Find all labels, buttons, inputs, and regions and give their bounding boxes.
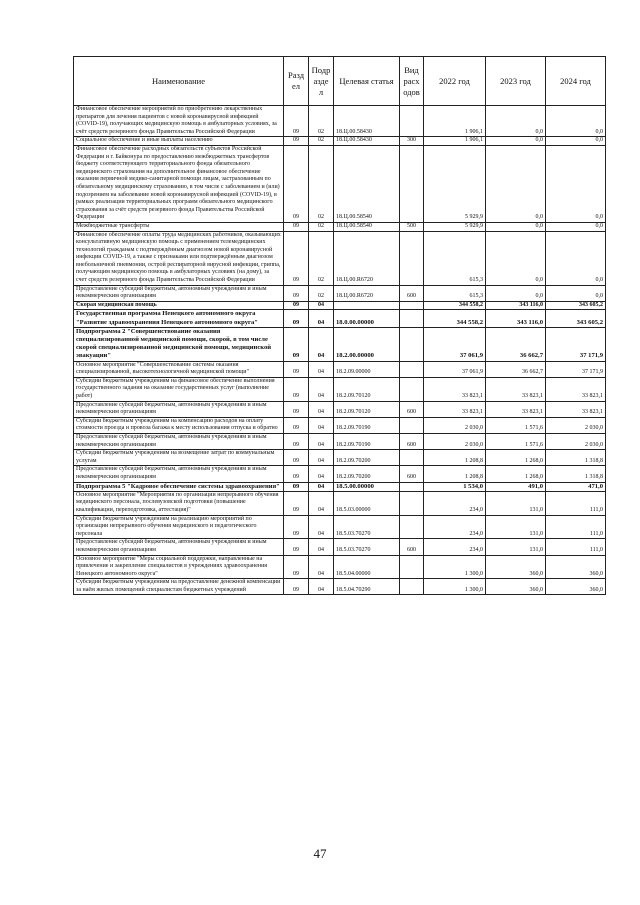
header-razdel: Разд ел (284, 57, 309, 106)
table-row (74, 482, 606, 491)
row-amount-2023: 36 662,7 (486, 361, 546, 377)
row-amount-2024: 360,0 (546, 555, 606, 579)
row-target-article: 18.2.09.70200 (334, 466, 400, 482)
row-amount-2022: 1 906,1 (424, 106, 486, 137)
row-amount-2022: 1 534,0 (424, 482, 486, 491)
row-amount-2022: 33 823,1 (424, 401, 486, 417)
row-name: Финансовое обеспечение мероприятий по приобретению лекарственных препаратов для лечения пациентов с новой коронавирусной инфекцией (COVID-19), получающих медицинскую помощь в амбулаторных условиях, за счёт средств резервного фонда Правительства Российской Федерации (74, 106, 284, 137)
row-amount-2022: 1 208,8 (424, 450, 486, 466)
row-amount-2024: 360,0 (546, 579, 606, 595)
row-target-article: 18.2.09.70190 (334, 417, 400, 433)
row-name: Подпрограмма 2 "Совершенствование оказания специализированной медицинской помощи, скорой, в том числе скорой специализированной медицинской помощи, медицинской эвакуации" (74, 327, 284, 361)
row-amount-2022: 234,0 (424, 491, 486, 515)
row-name: Предоставление субсидий бюджетным, автономным учреждениям и иным некоммерческим организациям (74, 285, 284, 301)
row-amount-2024: 0,0 (546, 285, 606, 301)
row-expense-type (400, 310, 424, 327)
row-razdel: 09 (284, 401, 309, 417)
row-expense-type (400, 555, 424, 579)
row-podrazdel: 04 (309, 555, 334, 579)
row-podrazdel: 02 (309, 106, 334, 137)
row-amount-2023: 0,0 (486, 137, 546, 146)
row-name: Государственная программа Ненецкого автономного округа "Развитие здравоохранения Ненецкого автономного округа" (74, 310, 284, 327)
table-row (74, 231, 606, 285)
header-year-2022: 2022 год (424, 57, 486, 106)
row-razdel: 09 (284, 301, 309, 310)
row-name: Основное мероприятие "Совершенствование системы оказания специализированной, высокотехнологичной медицинской помощи" (74, 361, 284, 377)
table-row (74, 491, 606, 515)
row-name: Основное мероприятие "Мероприятия по организации непрерывного обучения медицинского персонала, послевузовской подготовки (повышение квалификации, переподготовка, аттестация)" (74, 491, 284, 515)
table-row (74, 515, 606, 539)
row-amount-2022: 37 061,9 (424, 327, 486, 361)
row-razdel: 09 (284, 482, 309, 491)
row-expense-type (400, 417, 424, 433)
row-podrazdel: 02 (309, 231, 334, 285)
row-expense-type: 600 (400, 401, 424, 417)
row-target-article: 18.5.03.70270 (334, 539, 400, 555)
header-name: Наименование (74, 57, 284, 106)
row-razdel: 09 (284, 579, 309, 595)
row-amount-2024: 0,0 (546, 137, 606, 146)
row-expense-type (400, 450, 424, 466)
row-name: Предоставление субсидий бюджетным, автономным учреждениям и иным некоммерческим организациям (74, 434, 284, 450)
row-amount-2023: 0,0 (486, 145, 546, 222)
row-target-article: 18.Ц.00.58430 (334, 106, 400, 137)
row-podrazdel: 02 (309, 285, 334, 301)
row-expense-type (400, 145, 424, 222)
table-row (74, 137, 606, 146)
row-target-article: 18.Ц.00.R6720 (334, 231, 400, 285)
row-amount-2024: 2 030,0 (546, 417, 606, 433)
row-target-article: 18.Ц.00.58540 (334, 145, 400, 222)
row-amount-2022: 344 558,2 (424, 310, 486, 327)
row-amount-2023: 360,0 (486, 555, 546, 579)
row-amount-2024: 0,0 (546, 106, 606, 137)
row-razdel: 09 (284, 491, 309, 515)
table-row (74, 222, 606, 231)
row-expense-type (400, 515, 424, 539)
table-row (74, 579, 606, 595)
row-razdel: 09 (284, 417, 309, 433)
row-podrazdel: 04 (309, 417, 334, 433)
row-name: Межбюджетные трансферты (74, 222, 284, 231)
row-amount-2023: 0,0 (486, 285, 546, 301)
row-podrazdel: 04 (309, 377, 334, 401)
row-amount-2022: 5 929,9 (424, 222, 486, 231)
row-expense-type: 500 (400, 222, 424, 231)
row-podrazdel: 04 (309, 466, 334, 482)
row-name: Скорая медицинская помощь (74, 301, 284, 310)
row-razdel: 09 (284, 285, 309, 301)
row-expense-type: 600 (400, 285, 424, 301)
header-podrazdel: Подр азде л (309, 57, 334, 106)
row-amount-2023: 131,0 (486, 515, 546, 539)
row-amount-2024: 0,0 (546, 145, 606, 222)
table-row (74, 466, 606, 482)
row-target-article: 18.2.09.70120 (334, 377, 400, 401)
budget-table-sheet (73, 56, 605, 595)
row-target-article: 18.2.09.70120 (334, 401, 400, 417)
row-amount-2024: 111,0 (546, 515, 606, 539)
row-podrazdel: 04 (309, 301, 334, 310)
row-name: Субсидии бюджетным учреждениям на реализацию мероприятий по организации непрерывного обучения медицинского и педагогического персонала (74, 515, 284, 539)
row-amount-2022: 615,3 (424, 231, 486, 285)
row-target-article: 18.5.04.70290 (334, 579, 400, 595)
row-amount-2022: 33 823,1 (424, 377, 486, 401)
row-podrazdel: 04 (309, 450, 334, 466)
row-name: Предоставление субсидий бюджетным, автономным учреждениям и иным некоммерческим организациям (74, 466, 284, 482)
table-body (74, 106, 606, 595)
row-target-article: 18.2.09.70190 (334, 434, 400, 450)
row-target-article: 18.2.00.00000 (334, 327, 400, 361)
row-razdel: 09 (284, 434, 309, 450)
row-razdel: 09 (284, 377, 309, 401)
row-amount-2023: 343 116,0 (486, 301, 546, 310)
row-amount-2022: 5 929,9 (424, 145, 486, 222)
row-podrazdel: 04 (309, 434, 334, 450)
row-podrazdel: 02 (309, 222, 334, 231)
row-expense-type: 300 (400, 137, 424, 146)
row-name: Подпрограмма 5 "Кадровое обеспечение системы здравоохранения" (74, 482, 284, 491)
row-podrazdel: 02 (309, 145, 334, 222)
row-target-article: 18.2.09.00000 (334, 361, 400, 377)
row-target-article: 18.Ц.00.58430 (334, 137, 400, 146)
row-amount-2022: 1 300,0 (424, 555, 486, 579)
row-expense-type (400, 231, 424, 285)
page-number: 47 (313, 846, 327, 861)
row-name: Субсидии бюджетным учреждениям на предоставление денежной компенсации за наём жилых помещений специалистам бюджетных учреждений (74, 579, 284, 595)
row-podrazdel: 02 (309, 137, 334, 146)
row-expense-type (400, 106, 424, 137)
row-expense-type (400, 491, 424, 515)
table-row (74, 434, 606, 450)
row-razdel: 09 (284, 145, 309, 222)
table-row (74, 377, 606, 401)
row-amount-2023: 491,0 (486, 482, 546, 491)
row-amount-2024: 33 823,1 (546, 377, 606, 401)
table-row (74, 327, 606, 361)
table-row (74, 301, 606, 310)
row-podrazdel: 04 (309, 491, 334, 515)
row-amount-2023: 36 662,7 (486, 327, 546, 361)
row-razdel: 09 (284, 222, 309, 231)
row-amount-2023: 1 268,0 (486, 450, 546, 466)
row-amount-2022: 234,0 (424, 539, 486, 555)
row-name: Предоставление субсидий бюджетным, автономным учреждениям и иным некоммерческим организациям (74, 539, 284, 555)
table-header (74, 57, 606, 106)
row-amount-2024: 343 605,2 (546, 310, 606, 327)
row-amount-2023: 1 571,6 (486, 434, 546, 450)
budget-table (73, 56, 606, 595)
row-target-article: 18.5.03.70270 (334, 515, 400, 539)
row-amount-2024: 0,0 (546, 231, 606, 285)
row-expense-type (400, 482, 424, 491)
table-row (74, 539, 606, 555)
row-expense-type (400, 579, 424, 595)
row-amount-2023: 33 823,1 (486, 377, 546, 401)
row-amount-2022: 2 030,0 (424, 434, 486, 450)
row-podrazdel: 04 (309, 539, 334, 555)
header-expense-type: Вид расх одов (400, 57, 424, 106)
row-expense-type: 600 (400, 434, 424, 450)
row-podrazdel: 04 (309, 310, 334, 327)
row-target-article: 18.2.09.70200 (334, 450, 400, 466)
row-amount-2024: 2 030,0 (546, 434, 606, 450)
row-podrazdel: 04 (309, 515, 334, 539)
row-expense-type (400, 377, 424, 401)
row-razdel: 09 (284, 539, 309, 555)
row-expense-type: 600 (400, 466, 424, 482)
row-amount-2023: 33 823,1 (486, 401, 546, 417)
row-podrazdel: 04 (309, 579, 334, 595)
row-podrazdel: 04 (309, 482, 334, 491)
table-row (74, 106, 606, 137)
row-target-article (334, 301, 400, 310)
row-amount-2023: 360,0 (486, 579, 546, 595)
row-amount-2024: 37 171,9 (546, 327, 606, 361)
row-amount-2024: 343 605,2 (546, 301, 606, 310)
header-target-article: Целевая статья (334, 57, 400, 106)
row-amount-2022: 1 208,8 (424, 466, 486, 482)
header-year-2024: 2024 год (546, 57, 606, 106)
row-amount-2024: 111,0 (546, 539, 606, 555)
table-row (74, 417, 606, 433)
table-row (74, 285, 606, 301)
row-name: Социальное обеспечение и иные выплаты населению (74, 137, 284, 146)
row-target-article: 18.5.00.00000 (334, 482, 400, 491)
row-amount-2023: 343 116,0 (486, 310, 546, 327)
header-year-2023: 2023 год (486, 57, 546, 106)
row-amount-2024: 111,0 (546, 491, 606, 515)
row-target-article: 18.5.04.00000 (334, 555, 400, 579)
row-amount-2023: 131,0 (486, 491, 546, 515)
row-amount-2024: 1 318,8 (546, 450, 606, 466)
row-name: Финансовое обеспечение расходных обязательств субъектов Российской Федерации и г. Байконура по предоставлению межбюджетных трансфертов бюджету соответствующего территориального фонда обязательного медицинского страхования на дополнительное финансовое обеспечение оказания первичной медико-санитарной помощи лицам, застрахованным по обязательному медицинскому страхованию, в том числе с заболеванием и (или) подозрением на заболевание новой коронавирусной инфекцией (COVID-19), в рамках реализации территориальных программ обязательного медицинского страхования за счёт средств резервного фонда Правительства Российской Федерации (74, 145, 284, 222)
row-name: Субсидии бюджетным учреждениям на возмещение затрат по коммунальным услугам (74, 450, 284, 466)
row-razdel: 09 (284, 361, 309, 377)
row-amount-2024: 471,0 (546, 482, 606, 491)
table-row (74, 361, 606, 377)
header-row (74, 57, 606, 106)
table-row (74, 555, 606, 579)
row-target-article: 18.5.03.00000 (334, 491, 400, 515)
row-amount-2022: 234,0 (424, 515, 486, 539)
row-razdel: 09 (284, 327, 309, 361)
row-razdel: 09 (284, 231, 309, 285)
row-podrazdel: 04 (309, 361, 334, 377)
row-amount-2022: 37 061,9 (424, 361, 486, 377)
row-amount-2024: 37 171,9 (546, 361, 606, 377)
row-name: Субсидии бюджетным учреждениям на финансовое обеспечение выполнения государственного задания на оказание государственных услуг (выполнение работ) (74, 377, 284, 401)
row-razdel: 09 (284, 555, 309, 579)
row-expense-type (400, 327, 424, 361)
row-name: Предоставление субсидий бюджетным, автономным учреждениям и иным некоммерческим организациям (74, 401, 284, 417)
row-target-article: 18.0.00.00000 (334, 310, 400, 327)
row-name: Основное мероприятие "Меры социальной поддержки, направленные на привлечение и закрепление специалистов в учреждениях здравоохранения Ненецкого автономного округа" (74, 555, 284, 579)
row-target-article: 18.Ц.00.R6720 (334, 285, 400, 301)
row-amount-2023: 0,0 (486, 231, 546, 285)
row-amount-2024: 0,0 (546, 222, 606, 231)
row-target-article: 18.Ц.00.58540 (334, 222, 400, 231)
table-row (74, 450, 606, 466)
row-name: Субсидии бюджетным учреждениям на компенсацию расходов на оплату стоимости проезда и провоза багажа к месту использования отпуска и обратно (74, 417, 284, 433)
row-razdel: 09 (284, 450, 309, 466)
row-razdel: 09 (284, 137, 309, 146)
table-row (74, 145, 606, 222)
row-amount-2022: 344 558,2 (424, 301, 486, 310)
row-amount-2023: 131,0 (486, 539, 546, 555)
table-row (74, 310, 606, 327)
row-name: Финансовое обеспечение оплаты труда медицинских работников, оказывающих консультативную медицинскую помощь с применением телемедицинских технологий гражданам с подтверждённым диагнозом новой коронавирусной инфекции COVID-19, а также с признаками или подтверждённым диагнозом внебольничной пневмонии, острой респираторной вирусной инфекции, гриппа, получающим медицинскую помощь в амбулаторных условиях (на дому), за счет средств резервного фонда Правительства Российской Федерации (74, 231, 284, 285)
row-amount-2024: 1 318,8 (546, 466, 606, 482)
row-razdel: 09 (284, 466, 309, 482)
row-amount-2022: 1 906,1 (424, 137, 486, 146)
row-expense-type: 600 (400, 539, 424, 555)
row-amount-2023: 1 268,0 (486, 466, 546, 482)
row-amount-2023: 1 571,6 (486, 417, 546, 433)
row-amount-2023: 0,0 (486, 106, 546, 137)
row-amount-2022: 1 300,0 (424, 579, 486, 595)
row-expense-type (400, 301, 424, 310)
table-row (74, 401, 606, 417)
row-amount-2023: 0,0 (486, 222, 546, 231)
row-expense-type (400, 361, 424, 377)
row-razdel: 09 (284, 310, 309, 327)
row-amount-2022: 615,3 (424, 285, 486, 301)
row-podrazdel: 04 (309, 401, 334, 417)
row-razdel: 09 (284, 106, 309, 137)
row-podrazdel: 04 (309, 327, 334, 361)
row-razdel: 09 (284, 515, 309, 539)
row-amount-2024: 33 823,1 (546, 401, 606, 417)
row-amount-2022: 2 030,0 (424, 417, 486, 433)
